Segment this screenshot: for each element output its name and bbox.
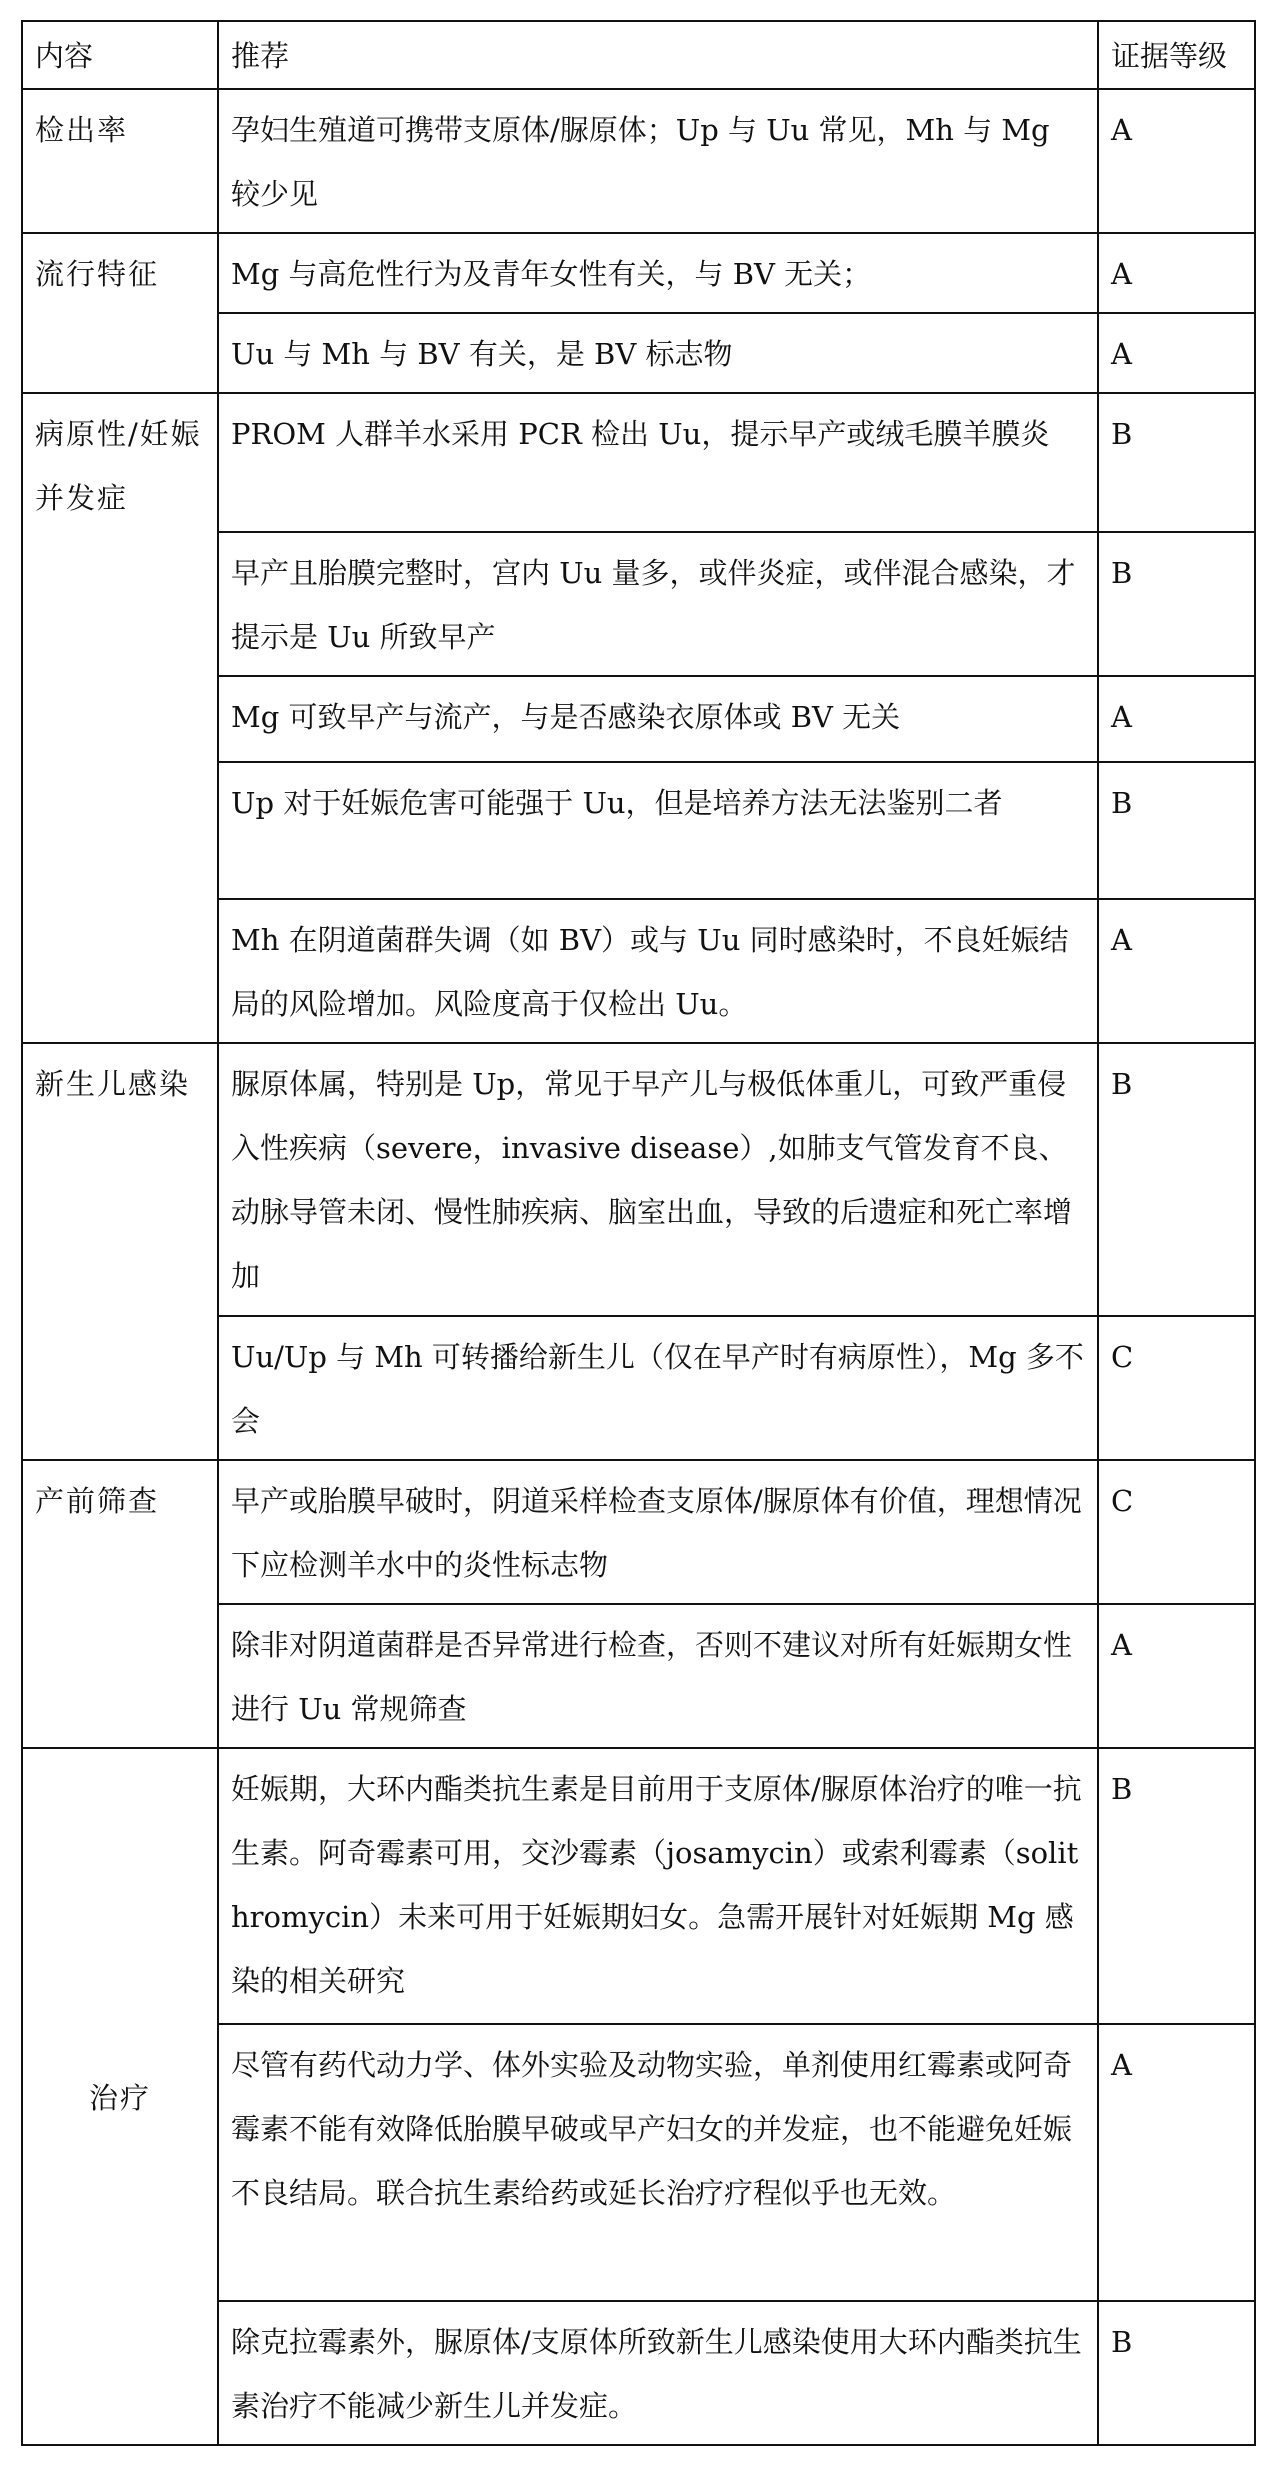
recommendation-cell: Up 对于妊娠危害可能强于 Uu，但是培养方法无法鉴别二者 [218, 762, 1098, 899]
recommendation-cell: 孕妇生殖道可携带支原体/脲原体；Up 与 Uu 常见，Mh 与 Mg 较少见 [218, 89, 1098, 233]
table-row [22, 1043, 1255, 1316]
recommendation-cell: 早产且胎膜完整时，宫内 Uu 量多，或伴炎症，或伴混合感染，才提示是 Uu 所致早产 [218, 532, 1098, 676]
recommendation-cell: Uu 与 Mh 与 BV 有关，是 BV 标志物 [218, 313, 1098, 393]
recommendation-cell: 除克拉霉素外，脲原体/支原体所致新生儿感染使用大环内酯类抗生素治疗不能减少新生儿并发症。 [218, 2301, 1098, 2445]
evidence-grade-cell: B [1098, 2301, 1255, 2445]
evidence-grade-cell: B [1098, 1748, 1255, 2024]
table-header-row [22, 21, 1255, 89]
evidence-grade-cell: B [1098, 762, 1255, 899]
table-row [22, 1748, 1255, 2024]
evidence-grade-cell: B [1098, 532, 1255, 676]
recommendation-cell: 脲原体属，特别是 Up，常见于早产儿与极低体重儿，可致严重侵入性疾病（severe，invasive disease）,如肺支气管发育不良、动脉导管未闭、慢性肺疾病、脑室出血，导致的后遗症和死亡率增加 [218, 1043, 1098, 1316]
recommendation-cell: 早产或胎膜早破时，阴道采样检查支原体/脲原体有价值，理想情况下应检测羊水中的炎性标志物 [218, 1460, 1098, 1604]
recommendation-table [21, 20, 1256, 2446]
category-cell: 新生儿感染 [22, 1043, 218, 1460]
recommendation-cell: Mg 与高危性行为及青年女性有关，与 BV 无关； [218, 233, 1098, 313]
evidence-grade-cell: B [1098, 393, 1255, 532]
evidence-grade-cell: A [1098, 899, 1255, 1043]
evidence-grade-cell: A [1098, 233, 1255, 313]
recommendation-cell: 妊娠期，大环内酯类抗生素是目前用于支原体/脲原体治疗的唯一抗生素。阿奇霉素可用，交沙霉素（josamycin）或索利霉素（solithromycin）未来可用于妊娠期妇女。急需开展针对妊娠期 Mg 感染的相关研究 [218, 1748, 1098, 2024]
recommendation-cell: 除非对阴道菌群是否异常进行检查，否则不建议对所有妊娠期女性进行 Uu 常规筛查 [218, 1604, 1098, 1748]
recommendation-cell: PROM 人群羊水采用 PCR 检出 Uu，提示早产或绒毛膜羊膜炎 [218, 393, 1098, 532]
recommendation-cell: Uu/Up 与 Mh 可转播给新生儿（仅在早产时有病原性），Mg 多不会 [218, 1316, 1098, 1460]
evidence-grade-cell: B [1098, 1043, 1255, 1316]
header-content: 内容 [22, 21, 218, 89]
evidence-grade-cell: A [1098, 676, 1255, 762]
evidence-grade-cell: C [1098, 1316, 1255, 1460]
header-evidence-level: 证据等级 [1098, 21, 1255, 89]
evidence-grade-cell: A [1098, 2024, 1255, 2301]
recommendation-cell: 尽管有药代动力学、体外实验及动物实验，单剂使用红霉素或阿奇霉素不能有效降低胎膜早破或早产妇女的并发症，也不能避免妊娠不良结局。联合抗生素给药或延长治疗疗程似乎也无效。 [218, 2024, 1098, 2301]
category-cell: 产前筛查 [22, 1460, 218, 1748]
table-row [22, 1460, 1255, 1604]
evidence-grade-cell: A [1098, 89, 1255, 233]
recommendation-cell: Mg 可致早产与流产，与是否感染衣原体或 BV 无关 [218, 676, 1098, 762]
header-recommendation: 推荐 [218, 21, 1098, 89]
evidence-grade-cell: C [1098, 1460, 1255, 1604]
evidence-grade-cell: A [1098, 1604, 1255, 1748]
table-row [22, 233, 1255, 313]
category-cell: 流行特征 [22, 233, 218, 393]
category-cell: 检出率 [22, 89, 218, 233]
category-cell: 病原性/妊娠并发症 [22, 393, 218, 1043]
category-cell: 治疗 [22, 1748, 218, 2445]
evidence-grade-cell: A [1098, 313, 1255, 393]
recommendation-cell: Mh 在阴道菌群失调（如 BV）或与 Uu 同时感染时，不良妊娠结局的风险增加。风险度高于仅检出 Uu。 [218, 899, 1098, 1043]
table-row [22, 393, 1255, 532]
table-row [22, 89, 1255, 233]
